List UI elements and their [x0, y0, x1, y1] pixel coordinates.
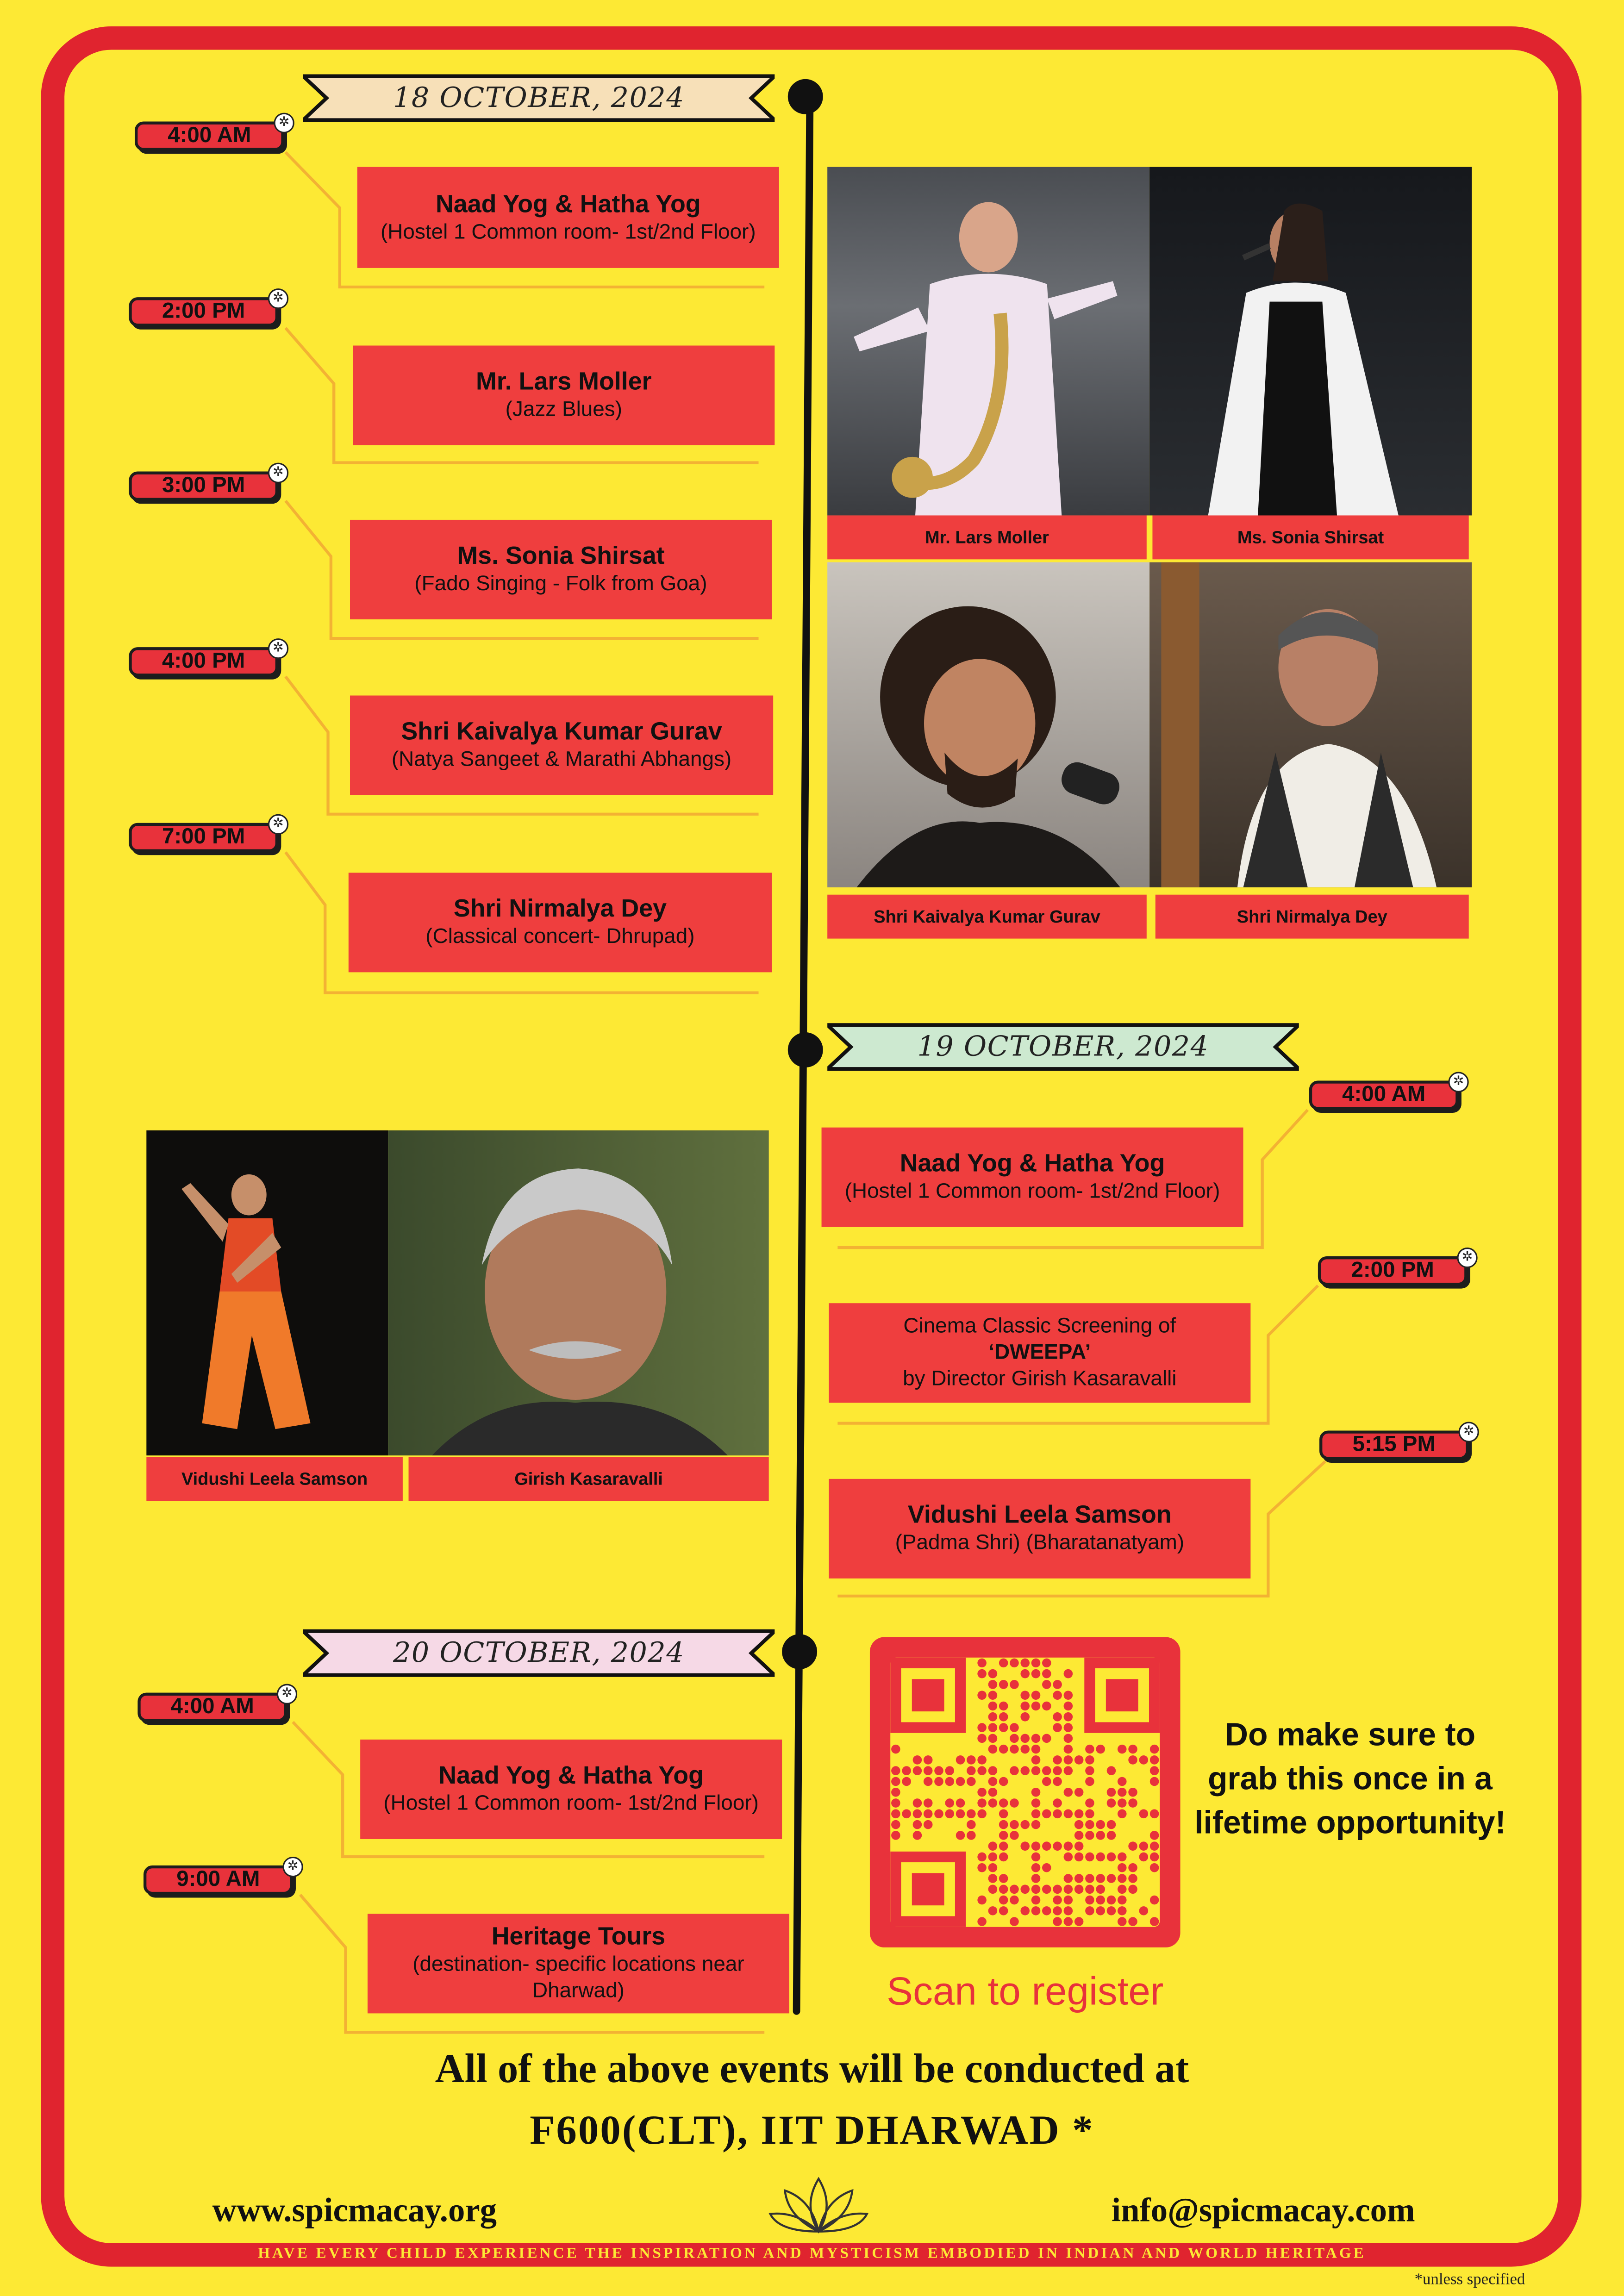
date-banner-day3	[303, 1628, 775, 1678]
date-label: 18 OCTOBER, 2024	[393, 82, 685, 114]
event-film-title: ‘DWEEPA’	[988, 1341, 1091, 1365]
time-pill: 4:00 AM ✲	[137, 1693, 287, 1722]
event-box	[350, 520, 772, 619]
photo-leela-samson	[146, 1130, 388, 1455]
photo-caption: Vidushi Leela Samson	[146, 1457, 403, 1501]
event-title: Shri Nirmalya Dey	[453, 894, 667, 923]
event-title: Mr. Lars Moller	[476, 367, 652, 396]
event-subtitle: (Hostel 1 Common room- 1st/2nd Floor)	[844, 1180, 1220, 1204]
lotus-icon	[768, 2173, 870, 2237]
event-box	[829, 1479, 1250, 1578]
date-label: 19 OCTOBER, 2024	[917, 1030, 1209, 1063]
date-banner-day2	[827, 1022, 1299, 1072]
event-subtitle: (Fado Singing - Folk from Goa)	[414, 572, 707, 596]
photo-lars-moller	[827, 167, 1149, 516]
photo-nirmalya-dey	[1149, 562, 1472, 887]
event-subtitle: (Natya Sangeet & Marathi Abhangs)	[391, 748, 732, 772]
time-pill: 5:15 PM ✲	[1319, 1430, 1469, 1460]
venue-line-2: F600(CLT), IIT DHARWAD *	[530, 2109, 1094, 2154]
photo-caption: Shri Nirmalya Dey	[1156, 895, 1469, 939]
event-subtitle: (Hostel 1 Common room- 1st/2nd Floor)	[381, 220, 756, 244]
time-pill: 4:00 PM ✲	[129, 647, 278, 676]
event-box	[368, 1914, 789, 2013]
sparkle-clock-icon: ✲	[268, 288, 288, 309]
event-box	[350, 696, 773, 795]
photo-caption: Shri Kaivalya Kumar Gurav	[827, 895, 1147, 939]
date-label: 20 OCTOBER, 2024	[393, 1637, 685, 1670]
sparkle-clock-icon: ✲	[1457, 1248, 1477, 1268]
time-pill: 4:00 AM ✲	[1309, 1080, 1459, 1110]
sparkle-clock-icon: ✲	[268, 463, 288, 483]
event-title: Naad Yog & Hatha Yog	[435, 189, 701, 218]
sparkle-clock-icon: ✲	[268, 638, 288, 659]
venue-line-1: All of the above events will be conducted at	[435, 2047, 1189, 2093]
event-subtitle: (Padma Shri) (Bharatanatyam)	[895, 1531, 1185, 1555]
event-box	[822, 1128, 1243, 1227]
footnote: *unless specified	[1414, 2271, 1525, 2289]
event-subtitle: (Hostel 1 Common room- 1st/2nd Floor)	[383, 1792, 759, 1816]
time-pill: 2:00 PM ✲	[1318, 1256, 1468, 1285]
event-subtitle: (Classical concert- Dhrupad)	[425, 925, 695, 949]
photo-caption: Mr. Lars Moller	[827, 515, 1147, 559]
event-box	[349, 873, 772, 972]
event-line: by Director Girish Kasaravalli	[903, 1367, 1177, 1391]
sparkle-clock-icon: ✲	[1448, 1072, 1468, 1092]
website-link[interactable]: www.spicmacay.org	[212, 2192, 497, 2229]
event-box	[357, 167, 779, 268]
photo-caption: Girish Kasaravalli	[409, 1457, 769, 1501]
event-title: Naad Yog & Hatha Yog	[899, 1149, 1165, 1178]
date-banner-day1	[303, 73, 775, 123]
sparkle-clock-icon: ✲	[1459, 1422, 1479, 1442]
event-title: Shri Kaivalya Kumar Gurav	[401, 717, 722, 746]
photo-caption: Ms. Sonia Shirsat	[1152, 515, 1468, 559]
grab-opportunity-text: Do make sure to grab this once in a lifetime opportunity!	[1194, 1716, 1506, 1841]
scan-to-register: Scan to register	[887, 1969, 1164, 2014]
time-pill: 4:00 AM ✲	[135, 122, 284, 151]
sparkle-clock-icon: ✲	[282, 1857, 303, 1877]
event-box	[360, 1740, 782, 1839]
email-link[interactable]: info@spicmacay.com	[1111, 2192, 1415, 2229]
event-title: Ms. Sonia Shirsat	[457, 542, 665, 570]
qr-code-icon	[890, 1658, 1160, 1927]
photo-kaivalya-kumar-gurav	[827, 562, 1149, 887]
event-line: Cinema Classic Screening of	[903, 1315, 1176, 1339]
photo-sonia-shirsat	[1149, 167, 1472, 516]
time-pill: 2:00 PM ✲	[129, 297, 278, 326]
event-box	[353, 346, 775, 445]
event-title: Vidushi Leela Samson	[907, 1501, 1172, 1529]
sparkle-clock-icon: ✲	[277, 1684, 297, 1704]
event-title: Naad Yog & Hatha Yog	[438, 1761, 704, 1790]
sparkle-clock-icon: ✲	[268, 814, 288, 835]
time-pill: 9:00 AM ✲	[144, 1866, 293, 1895]
photo-girish-kasaravalli	[388, 1130, 768, 1455]
event-box	[829, 1303, 1250, 1403]
event-title: Heritage Tours	[491, 1922, 666, 1951]
time-pill: 3:00 PM ✲	[129, 472, 278, 501]
event-subtitle: (destination- specific locations near Dharwad)	[412, 1953, 744, 2003]
time-pill: 7:00 PM ✲	[129, 823, 278, 852]
footer-tagline: HAVE EVERY CHILD EXPERIENCE THE INSPIRATION AND MYSTICISM EMBODIED IN INDIAN AND WORLD HERITAGE	[258, 2246, 1366, 2263]
event-subtitle: (Jazz Blues)	[505, 398, 623, 422]
sparkle-clock-icon: ✲	[274, 113, 294, 133]
qr-code-frame[interactable]	[870, 1637, 1181, 1947]
